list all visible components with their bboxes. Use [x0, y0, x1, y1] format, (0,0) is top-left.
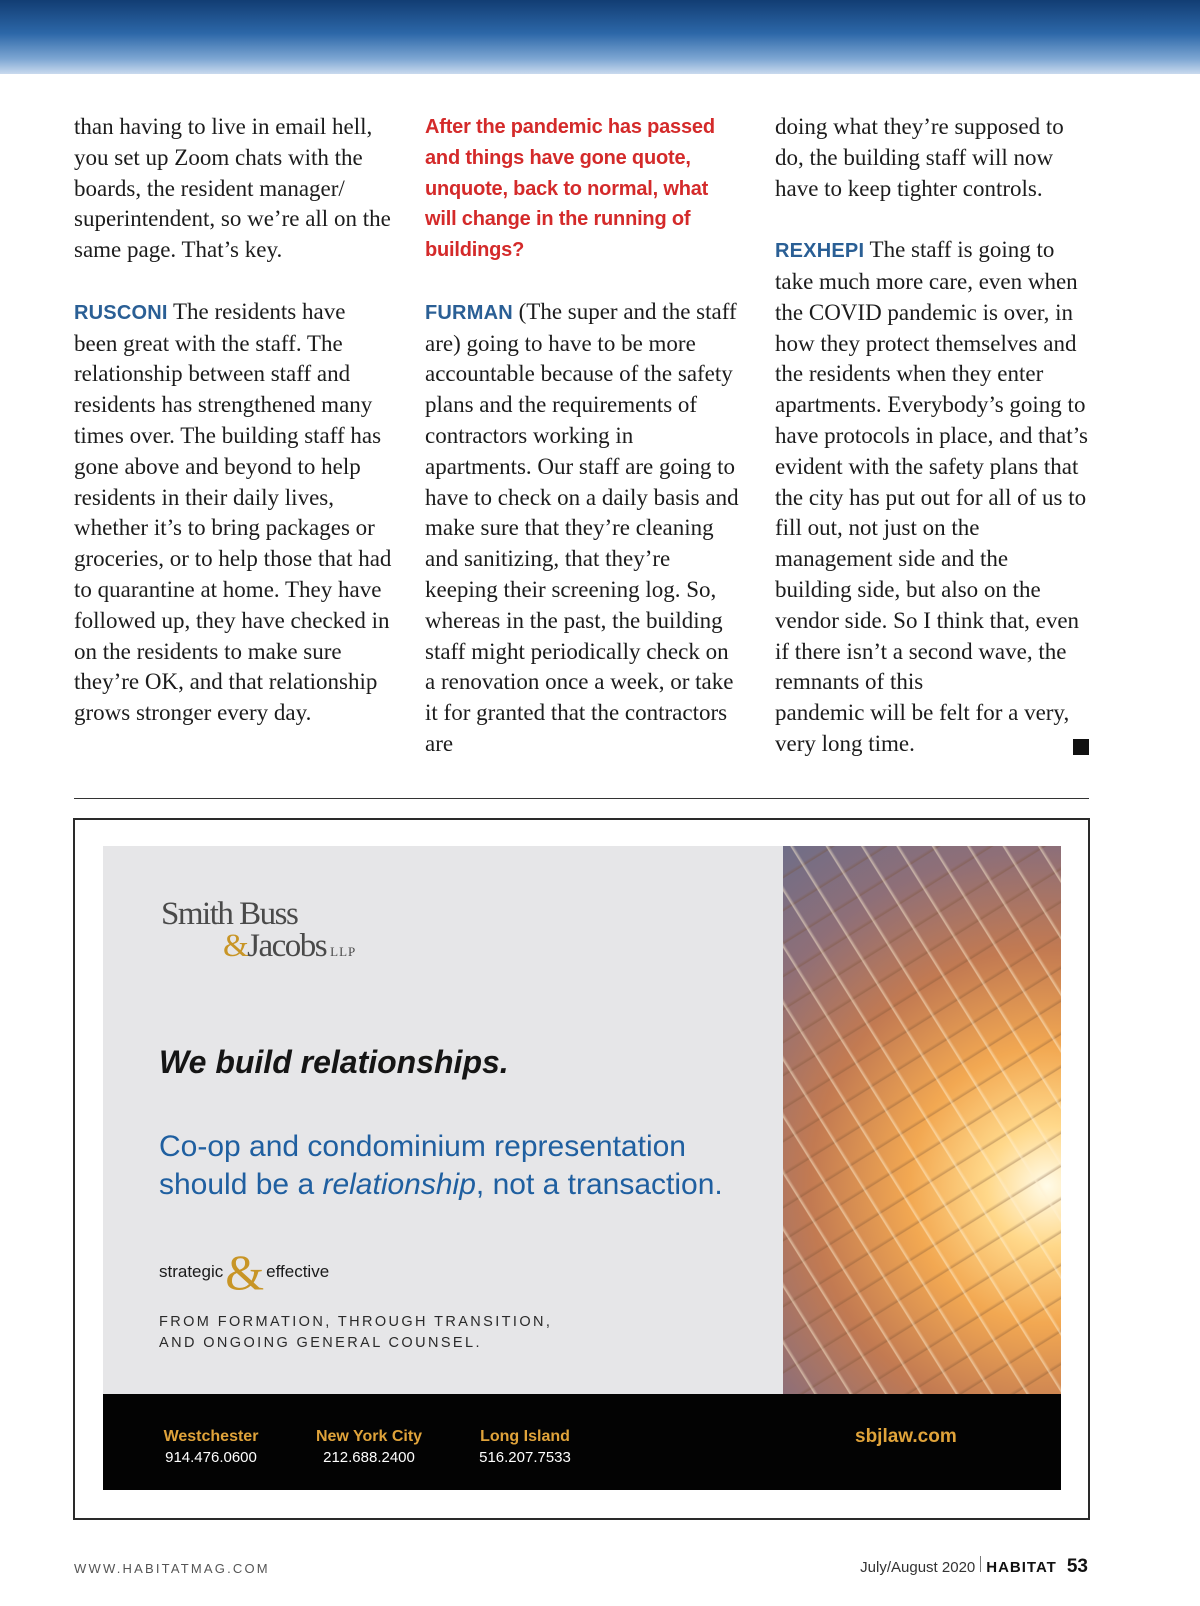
- article-column-3: [775, 112, 1089, 791]
- footer-issue: July/August 2020: [860, 1559, 976, 1576]
- paragraph: than having to live in email hell, you set up Zoom chats with the boards, the resident manager/ superintendent, so we’re all on the same page. That’s key.: [74, 114, 391, 263]
- interview-question: After the pandemic has passed and things have gone quote, unquote, back to normal, what will change in the running of buildings?: [425, 116, 715, 262]
- ad-website-link[interactable]: sbjlaw.com: [855, 1426, 957, 1447]
- logo-ampersand: &: [223, 928, 248, 964]
- paragraph: [775, 235, 1089, 760]
- logo-llp: LLP: [330, 944, 357, 959]
- section-divider: [74, 798, 1089, 799]
- footer-folio: [860, 1556, 1088, 1578]
- office-phone[interactable]: 212.688.2400: [323, 1449, 415, 1466]
- page-number: 53: [1066, 1556, 1088, 1577]
- footer-separator: [980, 1556, 981, 1572]
- speaker-text: (The super and the staff are) going to have to be more accountable because of the safety plans and the requirements of contractors working in apartments. Our staff are going to have to check on a daily basis and make sure that they’re cleaning and sanitizing, that they’re keeping their screening log. So, whereas in the past, the building staff might periodically check on a renovation once a week, or take it for granted that the contractors are: [425, 298, 739, 756]
- office-phone[interactable]: 914.476.0600: [165, 1449, 257, 1466]
- footer-website[interactable]: WWW.HABITATMAG.COM: [74, 1561, 270, 1576]
- ampersand-icon: &: [225, 1244, 265, 1300]
- final-line-text: pandemic will be felt for a very, very long time.: [775, 700, 1070, 756]
- formation-line-2: AND ONGOING GENERAL COUNSEL.: [159, 1335, 482, 1351]
- office-new-york-city: [313, 1428, 425, 1466]
- office-phone[interactable]: 516.207.7533: [479, 1449, 571, 1466]
- speaker-name: REXHEPI: [775, 240, 865, 263]
- logo-line-2: [161, 930, 356, 968]
- ad-contact-bar: [103, 1394, 1061, 1490]
- advertisement[interactable]: [73, 818, 1090, 1520]
- effective-label: effective: [266, 1262, 330, 1281]
- end-of-article-icon: [1073, 739, 1089, 755]
- article-column-1: [74, 112, 392, 760]
- speaker-text: The staff is going to take much more care, even when the COVID pandemic is over, in how they protect themselves and the residents when they enter apartments. Everybody’s going to have protocols in place, and that’s evident with the safety plans that the city has put out for all of us to fill out, not just on the management side and the building side, but also on the vendor side. So I think that, even if there isn’t a second wave, the remnants of this: [775, 237, 1088, 695]
- office-name: Long Island: [480, 1428, 570, 1445]
- building-glass-photo: [783, 846, 1061, 1394]
- office-name: Westchester: [163, 1428, 259, 1445]
- subheading-text: Co-op and condominium representation should be a: [159, 1130, 686, 1201]
- final-line: [775, 698, 1089, 760]
- firm-logo: [161, 898, 356, 968]
- office-westchester: [159, 1428, 263, 1466]
- strategic-label: strategic: [159, 1262, 224, 1281]
- footer-magazine-name: HABITAT: [986, 1559, 1057, 1576]
- paragraph: [425, 297, 743, 760]
- logo-line-1: Smith Buss: [161, 896, 298, 932]
- formation-line-1: FROM FORMATION, THROUGH TRANSITION,: [159, 1314, 553, 1330]
- formation-text: [159, 1312, 552, 1354]
- ad-tagline: We build relationships.: [159, 1044, 509, 1080]
- strategic-effective-line: [159, 1244, 330, 1300]
- speaker-name: FURMAN: [425, 301, 513, 324]
- article-column-2: [425, 112, 743, 791]
- speaker-name: RUSCONI: [74, 301, 168, 324]
- ad-subheading: [159, 1128, 759, 1204]
- office-long-island: [473, 1428, 577, 1466]
- office-name: New York City: [315, 1428, 423, 1445]
- paragraph: doing what they’re supposed to do, the building staff will now have to keep tighter controls.: [775, 114, 1064, 201]
- subheading-emphasis: relationship: [322, 1168, 476, 1201]
- paragraph: [74, 297, 392, 729]
- header-band: [0, 0, 1200, 74]
- speaker-text: The residents have been great with the staff. The relationship between staff and residents has strengthened many times over. The building staff has gone above and beyond to help residents in their daily lives, whether it’s to bring packages or groceries, or to help those that had to quarantine at home. They have followed up, they have checked in on the residents to make sure they’re OK, and that relationship grows stronger every day.: [74, 298, 392, 726]
- subheading-text-end: , not a transaction.: [475, 1168, 723, 1201]
- logo-jacobs: Jacobs: [247, 928, 327, 964]
